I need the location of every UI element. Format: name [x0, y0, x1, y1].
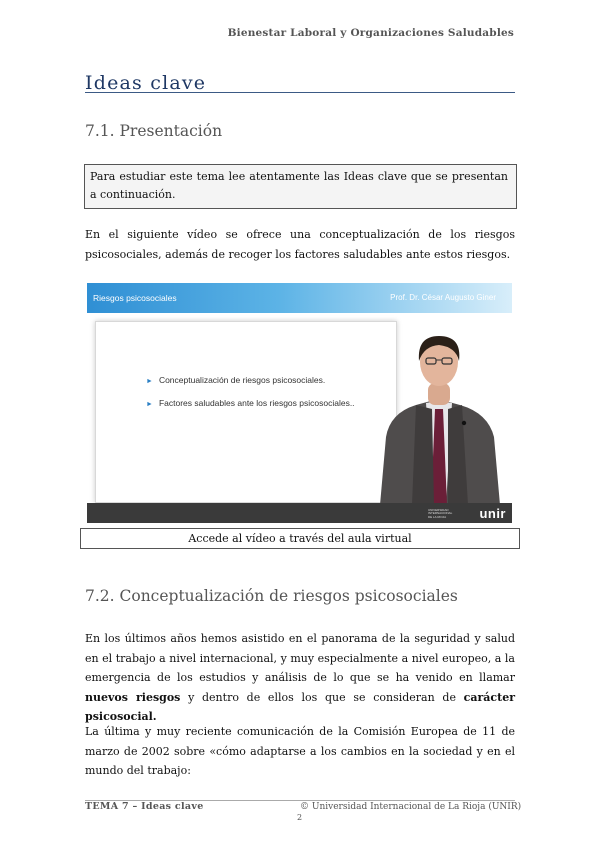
- footer-copyright: © Universidad Internacional de La Rioja (UNIR): [300, 802, 522, 812]
- video-footer-bar: [87, 503, 512, 523]
- video-slide: [95, 321, 397, 503]
- university-name: UNIVERSIDAD INTERNACIONAL DE LA RIOJA: [428, 507, 453, 519]
- video-title: Riesgos psicosociales: [93, 293, 177, 303]
- section-heading-presentacion: 7.1. Presentación: [85, 122, 223, 140]
- body-paragraph-1: En los últimos años hemos asistido en el panorama de la seguridad y salud en el trabajo a nivel internacional, y muy especialmente a nivel europeo, a la emergencia de los estudios y análisis de lo que se ha venido en llamar nuevos riesgos y dentro de ellos los que se consideran de carácter psicosocial.: [85, 632, 515, 723]
- slide-bullet: ► Factores saludables ante los riesgos psicosociales..: [146, 398, 355, 408]
- section-heading-conceptualizacion: 7.2. Conceptualización de riesgos psicosociales: [85, 587, 458, 605]
- triangle-bullet-icon: ►: [146, 378, 153, 385]
- video-title-bar: [87, 283, 512, 313]
- instruction-callout: Para estudiar este tema lee atentamente las Ideas clave que se presentan a continuación.: [84, 164, 517, 209]
- body-paragraph-2: La última y muy reciente comunicación de la Comisión Europea de 11 de marzo de 2002 sobre «cómo adaptarse a los cambios en la sociedad y en el mundo del trabajo:: [85, 725, 515, 777]
- video-caption: Accede al vídeo a través del aula virtual: [80, 528, 520, 549]
- triangle-bullet-icon: ►: [146, 401, 153, 408]
- intro-paragraph: En el siguiente vídeo se ofrece una conceptualización de los riesgos psicosociales, además de recoger los factores saludables ante estos riesgos.: [85, 228, 515, 261]
- unir-logo: unir: [479, 506, 506, 521]
- video-presenter: Prof. Dr. César Augusto Giner: [390, 293, 496, 302]
- presenter-figure: [372, 327, 507, 505]
- video-player[interactable]: [87, 283, 512, 523]
- page-title: Ideas clave: [85, 72, 207, 94]
- page-number: 2: [297, 813, 303, 822]
- title-underline: [85, 92, 515, 93]
- running-header: Bienestar Laboral y Organizaciones Saludables: [227, 27, 514, 39]
- slide-bullet: ► Conceptualización de riesgos psicosociales.: [146, 375, 326, 385]
- footer-topic: TEMA 7 – Ideas clave: [85, 801, 204, 812]
